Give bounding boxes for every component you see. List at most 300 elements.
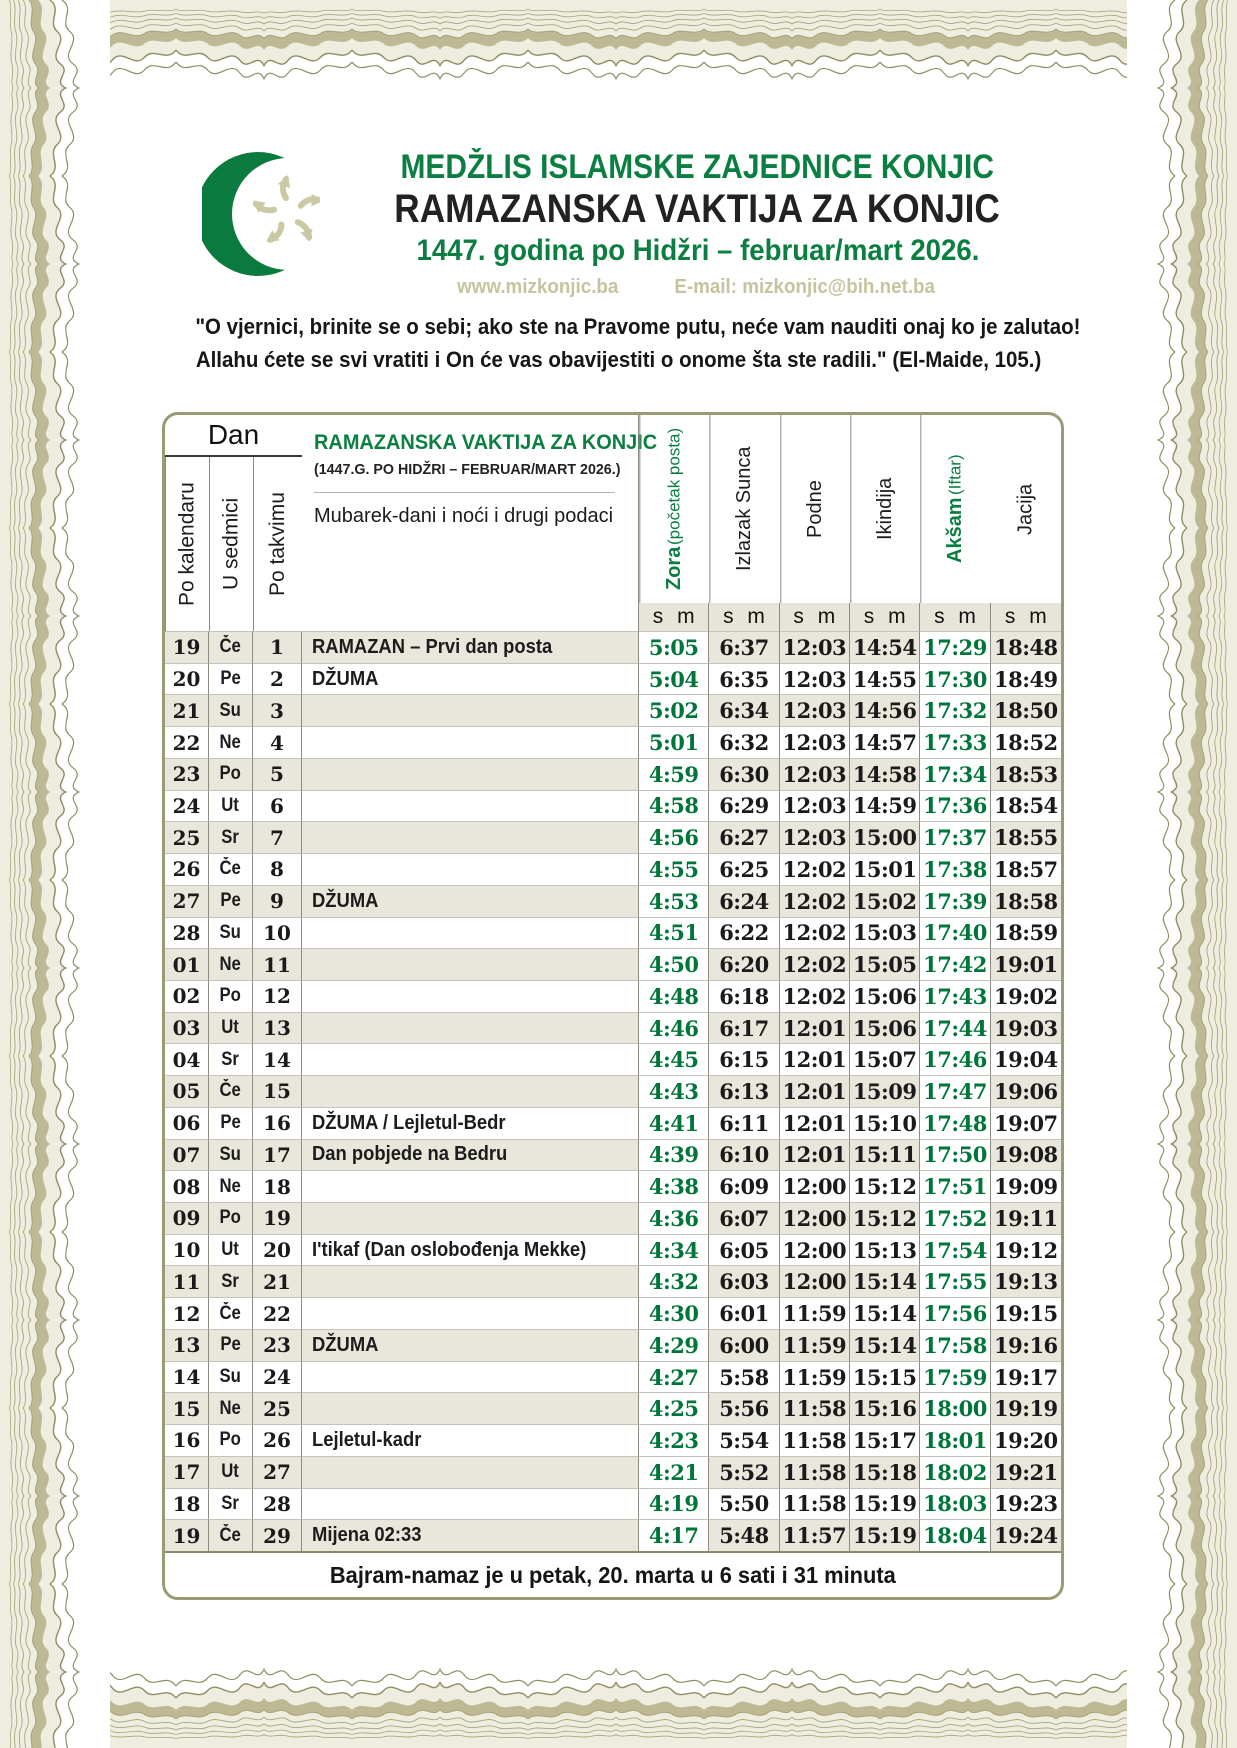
ikindija-time: 15:10	[850, 1107, 920, 1139]
cal-date: 03	[165, 1012, 209, 1044]
podne-time: 12:01	[780, 1012, 850, 1044]
ikindija-time: 15:14	[850, 1329, 920, 1361]
ramadan-day: 1	[253, 631, 302, 663]
cal-date: 05	[165, 1075, 209, 1107]
cal-date: 21	[165, 694, 209, 726]
podne-time: 12:00	[780, 1265, 850, 1297]
document-header	[162, 140, 1075, 298]
ikindija-time: 15:14	[850, 1265, 920, 1297]
col-header-akšam: Akšam (Iftar)	[920, 415, 990, 603]
note	[302, 790, 639, 822]
podne-time: 11:58	[780, 1456, 850, 1488]
aksam-time: 18:00	[920, 1392, 990, 1424]
weekday: Ut	[209, 790, 253, 822]
zora-time: 4:21	[639, 1456, 709, 1488]
note	[302, 980, 639, 1012]
note	[302, 1297, 639, 1329]
izlazak-time: 6:01	[709, 1297, 779, 1329]
jacija-time: 18:57	[991, 853, 1061, 885]
podne-time: 12:02	[780, 885, 850, 917]
podne-time: 12:02	[780, 980, 850, 1012]
note	[302, 726, 639, 758]
izlazak-time: 6:10	[709, 1139, 779, 1171]
cal-date: 23	[165, 758, 209, 790]
jacija-time: 19:13	[991, 1265, 1061, 1297]
ramadan-day: 14	[253, 1043, 302, 1075]
izlazak-time: 6:09	[709, 1170, 779, 1202]
ikindija-time: 14:59	[850, 790, 920, 822]
ikindija-time: 14:58	[850, 758, 920, 790]
weekday: Po	[209, 758, 253, 790]
ikindija-time: 15:17	[850, 1424, 920, 1456]
izlazak-time: 6:18	[709, 980, 779, 1012]
jacija-time: 19:03	[991, 1012, 1061, 1044]
ikindija-time: 15:00	[850, 821, 920, 853]
izlazak-time: 6:22	[709, 917, 779, 949]
aksam-time: 17:54	[920, 1234, 990, 1266]
zora-time: 4:23	[639, 1424, 709, 1456]
info-header-cell	[302, 415, 658, 631]
note	[302, 758, 639, 790]
podne-time: 12:03	[780, 726, 850, 758]
page-title: RAMAZANSKA VAKTIJA ZA KONJIC	[394, 187, 1001, 232]
cal-date: 11	[165, 1265, 209, 1297]
izlazak-time: 5:56	[709, 1392, 779, 1424]
podne-time: 12:00	[780, 1202, 850, 1234]
note	[302, 917, 639, 949]
ramadan-day: 2	[253, 663, 302, 695]
ornamental-border-right	[1127, 0, 1237, 1748]
ramadan-day: 21	[253, 1265, 302, 1297]
jacija-time: 19:23	[991, 1488, 1061, 1520]
zora-time: 4:50	[639, 948, 709, 980]
aksam-time: 17:59	[920, 1361, 990, 1393]
zora-time: 4:56	[639, 821, 709, 853]
ikindija-time: 15:12	[850, 1202, 920, 1234]
izlazak-time: 6:17	[709, 1012, 779, 1044]
cal-date: 04	[165, 1043, 209, 1075]
note: DŽUMA	[302, 663, 639, 695]
podne-time: 12:01	[780, 1043, 850, 1075]
zora-time: 4:43	[639, 1075, 709, 1107]
jacija-time: 19:12	[991, 1234, 1061, 1266]
aksam-time: 17:55	[920, 1265, 990, 1297]
cal-date: 19	[165, 631, 209, 663]
aksam-time: 17:34	[920, 758, 990, 790]
zora-time: 4:53	[639, 885, 709, 917]
organization-name: MEDŽLIS ISLAMSKE ZAJEDNICE KONJIC	[400, 148, 995, 186]
col-header-u-sedmici: U sedmici	[209, 457, 253, 631]
zora-time: 4:39	[639, 1139, 709, 1171]
note	[302, 1265, 639, 1297]
col-header-zora: Zora (početak posta)	[639, 415, 709, 603]
ikindija-time: 14:56	[850, 694, 920, 726]
ramadan-day: 16	[253, 1107, 302, 1139]
zora-time: 4:29	[639, 1329, 709, 1361]
aksam-time: 17:48	[920, 1107, 990, 1139]
note	[302, 1392, 639, 1424]
weekday: Su	[209, 1361, 253, 1393]
ramadan-day: 5	[253, 758, 302, 790]
note: Mijena 02:33	[302, 1519, 639, 1551]
ikindija-time: 15:19	[850, 1519, 920, 1551]
document-card	[104, 104, 1133, 1644]
podne-time: 12:00	[780, 1234, 850, 1266]
izlazak-time: 6:27	[709, 821, 779, 853]
jacija-time: 18:58	[991, 885, 1061, 917]
cal-date: 16	[165, 1424, 209, 1456]
cal-date: 02	[165, 980, 209, 1012]
jacija-time: 19:21	[991, 1456, 1061, 1488]
cal-date: 20	[165, 663, 209, 695]
zora-time: 4:19	[639, 1488, 709, 1520]
ikindija-time: 15:11	[850, 1139, 920, 1171]
ikindija-time: 15:07	[850, 1043, 920, 1075]
note	[302, 948, 639, 980]
col-header-jacija: Jacija	[1014, 483, 1037, 535]
izlazak-time: 5:48	[709, 1519, 779, 1551]
aksam-time: 17:32	[920, 694, 990, 726]
jacija-time: 18:55	[991, 821, 1061, 853]
podne-time: 12:03	[780, 663, 850, 695]
podne-time: 11:57	[780, 1519, 850, 1551]
podne-time: 11:59	[780, 1361, 850, 1393]
unit-header: s m	[991, 603, 1061, 631]
ikindija-time: 15:13	[850, 1234, 920, 1266]
ikindija-time: 15:14	[850, 1297, 920, 1329]
aksam-time: 17:39	[920, 885, 990, 917]
izlazak-time: 5:58	[709, 1361, 779, 1393]
jacija-time: 19:24	[991, 1519, 1061, 1551]
ikindija-time: 15:02	[850, 885, 920, 917]
weekday: Sr	[209, 821, 253, 853]
weekday: Ne	[209, 1392, 253, 1424]
aksam-time: 17:47	[920, 1075, 990, 1107]
col-header-izlazak-sunca: Izlazak Sunca	[709, 415, 779, 603]
weekday: Pe	[209, 1107, 253, 1139]
podne-time: 12:03	[780, 758, 850, 790]
weekday: Če	[209, 1075, 253, 1107]
jacija-time: 18:54	[991, 790, 1061, 822]
aksam-time: 17:58	[920, 1329, 990, 1361]
table-subtitle: (1447.G. PO HIDŽRI – FEBRUAR/MART 2026.)	[314, 461, 621, 478]
cal-date: 14	[165, 1361, 209, 1393]
col-header-ikindija: Ikindija	[850, 415, 920, 603]
jacija-time: 18:52	[991, 726, 1061, 758]
podne-time: 12:01	[780, 1139, 850, 1171]
izlazak-time: 6:25	[709, 853, 779, 885]
podne-time: 11:59	[780, 1297, 850, 1329]
ramadan-day: 18	[253, 1170, 302, 1202]
zora-time: 4:41	[639, 1107, 709, 1139]
weekday: Pe	[209, 1329, 253, 1361]
ramadan-day: 11	[253, 948, 302, 980]
aksam-time: 18:03	[920, 1488, 990, 1520]
aksam-time: 17:50	[920, 1139, 990, 1171]
weekday: Ut	[209, 1012, 253, 1044]
zora-time: 4:38	[639, 1170, 709, 1202]
weekday: Po	[209, 980, 253, 1012]
weekday: Pe	[209, 663, 253, 695]
izlazak-time: 5:54	[709, 1424, 779, 1456]
zora-time: 5:04	[639, 663, 709, 695]
ramadan-day: 4	[253, 726, 302, 758]
izlazak-time: 6:34	[709, 694, 779, 726]
weekday: Ut	[209, 1456, 253, 1488]
weekday: Če	[209, 1297, 253, 1329]
ramadan-day: 25	[253, 1392, 302, 1424]
zora-time: 4:59	[639, 758, 709, 790]
col-header-podne: Podne	[780, 415, 850, 603]
aksam-time: 17:52	[920, 1202, 990, 1234]
ornamental-border-left	[0, 0, 110, 1748]
weekday: Sr	[209, 1265, 253, 1297]
cal-date: 19	[165, 1519, 209, 1551]
zora-time: 4:34	[639, 1234, 709, 1266]
weekday: Ne	[209, 948, 253, 980]
podne-time: 12:02	[780, 948, 850, 980]
ramadan-day: 10	[253, 917, 302, 949]
zora-time: 4:46	[639, 1012, 709, 1044]
jacija-time: 19:11	[991, 1202, 1061, 1234]
unit-header: s m	[709, 603, 779, 631]
podne-time: 12:03	[780, 790, 850, 822]
aksam-time: 17:51	[920, 1170, 990, 1202]
jacija-time: 19:07	[991, 1107, 1061, 1139]
izlazak-time: 6:37	[709, 631, 779, 663]
ikindija-time: 15:06	[850, 1012, 920, 1044]
izlazak-time: 6:03	[709, 1265, 779, 1297]
izlazak-time: 5:50	[709, 1488, 779, 1520]
aksam-time: 17:43	[920, 980, 990, 1012]
weekday: Po	[209, 1202, 253, 1234]
note	[302, 694, 639, 726]
ramadan-day: 23	[253, 1329, 302, 1361]
izlazak-time: 6:11	[709, 1107, 779, 1139]
ramadan-day: 7	[253, 821, 302, 853]
weekday: Ut	[209, 1234, 253, 1266]
zora-time: 5:05	[639, 631, 709, 663]
aksam-time: 17:44	[920, 1012, 990, 1044]
note	[302, 1202, 639, 1234]
ramadan-day: 3	[253, 694, 302, 726]
cal-date: 25	[165, 821, 209, 853]
zora-time: 4:27	[639, 1361, 709, 1393]
zora-time: 4:55	[639, 853, 709, 885]
crescent-star-logo	[202, 140, 320, 288]
jacija-time: 19:09	[991, 1170, 1061, 1202]
unit-header: s m	[850, 603, 920, 631]
ramadan-day: 17	[253, 1139, 302, 1171]
jacija-time: 18:59	[991, 917, 1061, 949]
ikindija-time: 15:15	[850, 1361, 920, 1393]
cal-date: 17	[165, 1456, 209, 1488]
cal-date: 06	[165, 1107, 209, 1139]
note: RAMAZAN – Prvi dan posta	[302, 631, 639, 663]
ikindija-time: 15:16	[850, 1392, 920, 1424]
cal-date: 24	[165, 790, 209, 822]
weekday: Če	[209, 1519, 253, 1551]
aksam-time: 18:01	[920, 1424, 990, 1456]
contact-line	[320, 276, 1075, 299]
podne-time: 12:02	[780, 917, 850, 949]
unit-header: s m	[780, 603, 850, 631]
weekday: Ne	[209, 1170, 253, 1202]
podne-time: 12:00	[780, 1170, 850, 1202]
unit-header: s m	[639, 603, 709, 631]
aksam-time: 17:38	[920, 853, 990, 885]
jacija-time: 19:17	[991, 1361, 1061, 1393]
ikindija-time: 14:54	[850, 631, 920, 663]
bajram-footer: Bajram-namaz je u petak, 20. marta u 6 sati i 31 minuta	[165, 1551, 1061, 1597]
jacija-time: 19:15	[991, 1297, 1061, 1329]
note: I'tikaf (Dan oslobođenja Mekke)	[302, 1234, 639, 1266]
podne-time: 12:03	[780, 821, 850, 853]
izlazak-time: 6:32	[709, 726, 779, 758]
weekday: Sr	[209, 1488, 253, 1520]
cal-date: 07	[165, 1139, 209, 1171]
ramadan-day: 9	[253, 885, 302, 917]
note: Dan pobjede na Bedru	[302, 1139, 639, 1171]
cal-date: 10	[165, 1234, 209, 1266]
jacija-time: 19:02	[991, 980, 1061, 1012]
cal-date: 01	[165, 948, 209, 980]
cal-date: 09	[165, 1202, 209, 1234]
weekday: Su	[209, 694, 253, 726]
weekday: Su	[209, 1139, 253, 1171]
zora-time: 4:36	[639, 1202, 709, 1234]
zora-time: 5:01	[639, 726, 709, 758]
ramadan-day: 28	[253, 1488, 302, 1520]
note: DŽUMA	[302, 1329, 639, 1361]
note	[302, 1361, 639, 1393]
aksam-time: 17:37	[920, 821, 990, 853]
ikindija-time: 15:12	[850, 1170, 920, 1202]
weekday: Su	[209, 917, 253, 949]
prayer-times-table	[162, 412, 1064, 1600]
cal-date: 15	[165, 1392, 209, 1424]
jacija-time: 19:01	[991, 948, 1061, 980]
zora-time: 4:25	[639, 1392, 709, 1424]
weekday: Po	[209, 1424, 253, 1456]
ramadan-day: 22	[253, 1297, 302, 1329]
ikindija-time: 14:55	[850, 663, 920, 695]
ikindija-time: 14:57	[850, 726, 920, 758]
aksam-time: 18:04	[920, 1519, 990, 1551]
quran-quote: "O vjernici, brinite se o sebi; ako ste na Pravome putu, neće vam nauditi onaj ko je zalutao! Allahu ćete se svi vratiti i On će vas obavijestiti o onome šta ste radili." (El-Maide, 105.)	[195, 314, 1081, 372]
aksam-time: 17:29	[920, 631, 990, 663]
ramadan-day: 15	[253, 1075, 302, 1107]
cal-date: 27	[165, 885, 209, 917]
ornamental-border-top	[0, 0, 1237, 110]
zora-time: 4:58	[639, 790, 709, 822]
izlazak-time: 6:15	[709, 1043, 779, 1075]
izlazak-time: 6:24	[709, 885, 779, 917]
izlazak-time: 6:35	[709, 663, 779, 695]
jacija-time: 18:53	[991, 758, 1061, 790]
table-title: RAMAZANSKA VAKTIJA ZA KONJIC	[314, 431, 658, 454]
cal-date: 26	[165, 853, 209, 885]
izlazak-time: 6:00	[709, 1329, 779, 1361]
note: DŽUMA	[302, 885, 639, 917]
podne-time: 11:58	[780, 1424, 850, 1456]
jacija-time: 19:08	[991, 1139, 1061, 1171]
ramadan-day: 6	[253, 790, 302, 822]
note	[302, 1075, 639, 1107]
ikindija-time: 15:18	[850, 1456, 920, 1488]
note: Lejletul-kadr	[302, 1424, 639, 1456]
izlazak-time: 6:20	[709, 948, 779, 980]
website-text: www.mizkonjic.ba	[457, 275, 619, 298]
weekday: Pe	[209, 885, 253, 917]
aksam-time: 17:42	[920, 948, 990, 980]
aksam-time: 18:02	[920, 1456, 990, 1488]
izlazak-time: 6:30	[709, 758, 779, 790]
zora-time: 4:48	[639, 980, 709, 1012]
col-header-po-kalendaru: Po kalendaru	[165, 457, 209, 631]
podne-time: 12:03	[780, 631, 850, 663]
podne-time: 12:02	[780, 853, 850, 885]
weekday: Sr	[209, 1043, 253, 1075]
notes-column-label: Mubarek-dani i noći i drugi podaci	[314, 505, 614, 527]
divider	[314, 492, 615, 493]
jacija-time: 18:48	[991, 631, 1061, 663]
zora-time: 4:45	[639, 1043, 709, 1075]
weekday: Ne	[209, 726, 253, 758]
note	[302, 1043, 639, 1075]
aksam-time: 17:33	[920, 726, 990, 758]
podne-time: 11:59	[780, 1329, 850, 1361]
ramadan-day: 19	[253, 1202, 302, 1234]
podne-time: 12:01	[780, 1107, 850, 1139]
cal-date: 18	[165, 1488, 209, 1520]
aksam-time: 17:30	[920, 663, 990, 695]
ikindija-time: 15:03	[850, 917, 920, 949]
izlazak-time: 6:05	[709, 1234, 779, 1266]
note	[302, 853, 639, 885]
aksam-time: 17:36	[920, 790, 990, 822]
izlazak-time: 6:13	[709, 1075, 779, 1107]
unit-header: s m	[920, 603, 990, 631]
zora-time: 5:02	[639, 694, 709, 726]
jacija-time: 19:19	[991, 1392, 1061, 1424]
ramadan-day: 26	[253, 1424, 302, 1456]
note: DŽUMA / Lejletul-Bedr	[302, 1107, 639, 1139]
cal-date: 08	[165, 1170, 209, 1202]
zora-time: 4:17	[639, 1519, 709, 1551]
ornamental-border-bottom	[0, 1638, 1237, 1748]
ikindija-time: 15:05	[850, 948, 920, 980]
email-text: E-mail: mizkonjic@bih.net.ba	[673, 275, 935, 298]
ikindija-time: 15:06	[850, 980, 920, 1012]
page-subtitle: 1447. godina po Hidžri – februar/mart 2026.	[416, 234, 979, 268]
podne-time: 12:03	[780, 694, 850, 726]
cal-date: 28	[165, 917, 209, 949]
cal-date: 13	[165, 1329, 209, 1361]
ramadan-day: 29	[253, 1519, 302, 1551]
note	[302, 1456, 639, 1488]
jacija-time: 19:20	[991, 1424, 1061, 1456]
cal-date: 12	[165, 1297, 209, 1329]
aksam-time: 17:46	[920, 1043, 990, 1075]
ramadan-day: 20	[253, 1234, 302, 1266]
ramadan-day: 27	[253, 1456, 302, 1488]
aksam-time: 17:40	[920, 917, 990, 949]
izlazak-time: 6:29	[709, 790, 779, 822]
zora-time: 4:51	[639, 917, 709, 949]
izlazak-time: 6:07	[709, 1202, 779, 1234]
note	[302, 1488, 639, 1520]
